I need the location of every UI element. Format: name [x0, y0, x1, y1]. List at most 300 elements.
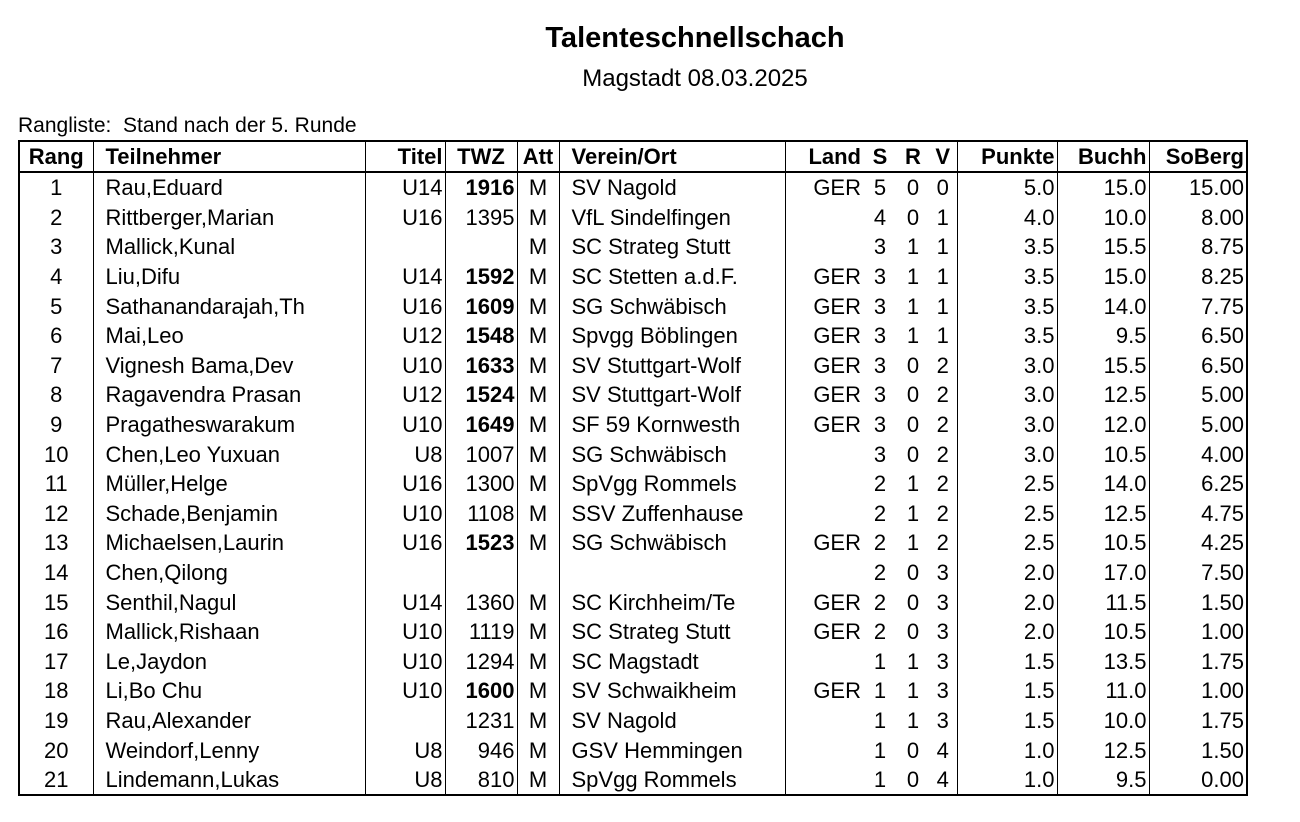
cell-name: Pragatheswarakum	[93, 410, 365, 440]
cell-v: 2	[936, 352, 949, 378]
cell-buchh: 12.5	[1057, 499, 1149, 529]
cell-buchh: 13.5	[1057, 647, 1149, 677]
cell-s: 3	[873, 412, 887, 438]
cell-verein: SG Schwäbisch	[559, 439, 785, 469]
column-header-r: R	[897, 141, 929, 172]
cell-s: 2	[873, 471, 887, 497]
cell-punkte: 2.0	[957, 587, 1057, 617]
cell-s: 5	[873, 175, 887, 201]
cell-verein: SV Stuttgart-Wolf	[559, 380, 785, 410]
cell-r: 1	[906, 707, 920, 733]
cell-name: Liu,Difu	[93, 262, 365, 292]
cell-titel: U16	[365, 469, 445, 499]
column-header-v: V	[929, 141, 957, 172]
cell-soberg: 1.00	[1149, 617, 1247, 647]
cell-rang: 10	[44, 441, 69, 467]
cell-v: 2	[936, 382, 949, 408]
cell-punkte: 3.0	[957, 410, 1057, 440]
cell-s: 2	[873, 560, 887, 586]
cell-punkte: 4.0	[957, 203, 1057, 233]
cell-land	[785, 706, 863, 736]
cell-soberg: 6.50	[1149, 321, 1247, 351]
cell-verein: Spvgg Böblingen	[559, 321, 785, 351]
cell-name: Rau,Eduard	[93, 172, 365, 203]
cell-r: 0	[906, 204, 920, 230]
cell-name: Li,Bo Chu	[93, 676, 365, 706]
cell-buchh: 14.0	[1057, 469, 1149, 499]
cell-soberg: 1.00	[1149, 676, 1247, 706]
cell-rang: 18	[44, 678, 69, 704]
cell-soberg: 4.25	[1149, 528, 1247, 558]
cell-s: 3	[873, 234, 887, 260]
cell-verein: SF 59 Kornwesth	[559, 410, 785, 440]
column-header-land: Land	[785, 141, 863, 172]
cell-v: 3	[936, 648, 949, 674]
cell-punkte: 1.0	[957, 765, 1057, 796]
cell-titel: U10	[365, 617, 445, 647]
cell-att: M	[517, 380, 559, 410]
cell-rang: 21	[44, 767, 69, 793]
cell-punkte: 1.0	[957, 735, 1057, 765]
cell-v: 1	[936, 234, 949, 260]
cell-buchh: 15.0	[1057, 262, 1149, 292]
cell-rang: 15	[44, 589, 69, 615]
cell-att: M	[517, 499, 559, 529]
column-header-buchh: Buchh	[1057, 141, 1149, 172]
table-row	[19, 232, 1247, 262]
cell-v: 4	[936, 737, 949, 763]
cell-buchh: 10.0	[1057, 706, 1149, 736]
cell-att: M	[517, 321, 559, 351]
cell-v: 1	[936, 323, 949, 349]
cell-twz: 1119	[445, 617, 517, 647]
cell-v: 4	[936, 767, 949, 793]
cell-soberg: 8.25	[1149, 262, 1247, 292]
cell-soberg: 1.75	[1149, 706, 1247, 736]
cell-att: M	[517, 203, 559, 233]
cell-punkte: 2.5	[957, 528, 1057, 558]
cell-land: GER	[785, 321, 863, 351]
cell-rang: 3	[50, 234, 63, 260]
column-header-titel: Titel	[365, 141, 445, 172]
cell-name: Le,Jaydon	[93, 647, 365, 677]
cell-verein: GSV Hemmingen	[559, 735, 785, 765]
cell-s: 3	[873, 441, 887, 467]
cell-name: Rau,Alexander	[93, 706, 365, 736]
cell-name: Schade,Benjamin	[93, 499, 365, 529]
cell-land: GER	[785, 380, 863, 410]
cell-r: 0	[906, 767, 920, 793]
ranking-table	[18, 140, 1248, 796]
cell-v: 3	[936, 560, 949, 586]
cell-s: 1	[873, 737, 887, 763]
cell-name: Vignesh Bama,Dev	[93, 351, 365, 381]
cell-v: 1	[936, 264, 949, 290]
column-header-punkte: Punkte	[957, 141, 1057, 172]
cell-rang: 12	[44, 500, 69, 526]
cell-r: 0	[906, 589, 920, 615]
cell-s: 1	[873, 678, 887, 704]
cell-buchh: 10.5	[1057, 528, 1149, 558]
table-row	[19, 321, 1247, 351]
cell-verein: SpVgg Rommels	[559, 469, 785, 499]
column-header-rang: Rang	[19, 141, 93, 172]
cell-att: M	[517, 617, 559, 647]
cell-rang: 14	[44, 560, 69, 586]
column-header-teilnehmer: Teilnehmer	[93, 141, 365, 172]
table-row	[19, 172, 1247, 203]
cell-name: Michaelsen,Laurin	[93, 528, 365, 558]
cell-att: M	[517, 647, 559, 677]
cell-soberg: 4.75	[1149, 499, 1247, 529]
cell-verein: SV Nagold	[559, 172, 785, 203]
cell-titel: U10	[365, 410, 445, 440]
cell-land	[785, 232, 863, 262]
cell-titel: U12	[365, 321, 445, 351]
cell-titel: U10	[365, 676, 445, 706]
cell-buchh: 11.5	[1057, 587, 1149, 617]
cell-titel: U8	[365, 735, 445, 765]
table-row	[19, 617, 1247, 647]
cell-soberg: 4.00	[1149, 439, 1247, 469]
cell-r: 1	[906, 234, 920, 260]
cell-land	[785, 499, 863, 529]
cell-twz: 810	[445, 765, 517, 796]
cell-s: 3	[873, 382, 887, 408]
cell-name: Weindorf,Lenny	[93, 735, 365, 765]
cell-land	[785, 203, 863, 233]
cell-name: Rittberger,Marian	[93, 203, 365, 233]
column-header-s: S	[863, 141, 897, 172]
cell-soberg: 6.25	[1149, 469, 1247, 499]
cell-punkte: 2.0	[957, 558, 1057, 588]
cell-att: M	[517, 765, 559, 796]
cell-rang: 5	[50, 293, 63, 319]
cell-punkte: 3.5	[957, 232, 1057, 262]
cell-v: 3	[936, 707, 949, 733]
cell-punkte: 2.5	[957, 469, 1057, 499]
cell-twz: 1524	[445, 380, 517, 410]
cell-verein: SpVgg Rommels	[559, 765, 785, 796]
cell-titel	[365, 232, 445, 262]
cell-soberg: 7.75	[1149, 291, 1247, 321]
table-row	[19, 203, 1247, 233]
cell-twz: 1633	[445, 351, 517, 381]
cell-att	[517, 558, 559, 588]
cell-att: M	[517, 351, 559, 381]
cell-name: Senthil,Nagul	[93, 587, 365, 617]
cell-titel	[365, 706, 445, 736]
column-header-att: Att	[517, 141, 559, 172]
cell-buchh: 15.5	[1057, 351, 1149, 381]
cell-v: 3	[936, 589, 949, 615]
cell-twz: 1300	[445, 469, 517, 499]
cell-punkte: 3.5	[957, 262, 1057, 292]
table-header-row	[19, 141, 1247, 172]
table-row	[19, 380, 1247, 410]
cell-name: Müller,Helge	[93, 469, 365, 499]
cell-soberg: 1.75	[1149, 647, 1247, 677]
cell-v: 3	[936, 678, 949, 704]
cell-soberg: 15.00	[1149, 172, 1247, 203]
cell-s: 1	[873, 707, 887, 733]
cell-s: 3	[873, 264, 887, 290]
cell-verein	[559, 558, 785, 588]
cell-twz: 946	[445, 735, 517, 765]
cell-r: 0	[906, 737, 920, 763]
cell-land: GER	[785, 587, 863, 617]
cell-soberg: 8.75	[1149, 232, 1247, 262]
cell-twz: 1916	[445, 172, 517, 203]
cell-name: Sathanandarajah,Th	[93, 291, 365, 321]
table-row	[19, 439, 1247, 469]
cell-r: 0	[906, 352, 920, 378]
cell-verein: SC Strateg Stutt	[559, 232, 785, 262]
cell-att: M	[517, 439, 559, 469]
cell-land: GER	[785, 676, 863, 706]
cell-att: M	[517, 291, 559, 321]
cell-verein: SV Stuttgart-Wolf	[559, 351, 785, 381]
cell-r: 0	[906, 619, 920, 645]
cell-v: 2	[936, 500, 949, 526]
cell-punkte: 1.5	[957, 706, 1057, 736]
cell-name: Mai,Leo	[93, 321, 365, 351]
cell-s: 1	[873, 767, 887, 793]
cell-titel: U14	[365, 587, 445, 617]
cell-r: 1	[906, 500, 920, 526]
cell-land: GER	[785, 262, 863, 292]
cell-buchh: 10.5	[1057, 439, 1149, 469]
document-title: Talenteschnellschach	[545, 22, 845, 54]
column-header-twz: TWZ	[445, 141, 517, 172]
cell-buchh: 15.0	[1057, 172, 1149, 203]
cell-twz: 1007	[445, 439, 517, 469]
cell-buchh: 12.5	[1057, 380, 1149, 410]
cell-s: 2	[873, 619, 887, 645]
cell-titel: U10	[365, 647, 445, 677]
cell-verein: SC Magstadt	[559, 647, 785, 677]
table-row	[19, 587, 1247, 617]
table-row	[19, 735, 1247, 765]
cell-twz: 1592	[445, 262, 517, 292]
cell-buchh: 17.0	[1057, 558, 1149, 588]
cell-r: 1	[906, 471, 920, 497]
cell-buchh: 14.0	[1057, 291, 1149, 321]
cell-rang: 13	[44, 530, 69, 556]
cell-r: 1	[906, 530, 920, 556]
cell-s: 2	[873, 500, 887, 526]
cell-punkte: 3.0	[957, 380, 1057, 410]
cell-land	[785, 469, 863, 499]
cell-twz: 1395	[445, 203, 517, 233]
cell-att: M	[517, 469, 559, 499]
cell-s: 2	[873, 589, 887, 615]
cell-rang: 16	[44, 619, 69, 645]
cell-r: 1	[906, 648, 920, 674]
cell-punkte: 3.5	[957, 291, 1057, 321]
cell-punkte: 5.0	[957, 172, 1057, 203]
cell-rang: 17	[44, 648, 69, 674]
cell-punkte: 3.0	[957, 351, 1057, 381]
cell-att: M	[517, 676, 559, 706]
cell-punkte: 2.5	[957, 499, 1057, 529]
cell-verein: SV Nagold	[559, 706, 785, 736]
cell-land: GER	[785, 172, 863, 203]
cell-titel: U10	[365, 499, 445, 529]
cell-buchh: 12.5	[1057, 735, 1149, 765]
cell-punkte: 3.0	[957, 439, 1057, 469]
cell-name: Lindemann,Lukas	[93, 765, 365, 796]
column-header-verein: Verein/Ort	[559, 141, 785, 172]
cell-twz	[445, 558, 517, 588]
cell-verein: SC Kirchheim/Te	[559, 587, 785, 617]
cell-rang: 20	[44, 737, 69, 763]
cell-punkte: 1.5	[957, 647, 1057, 677]
cell-titel: U16	[365, 291, 445, 321]
table-row	[19, 647, 1247, 677]
cell-name: Ragavendra Prasan	[93, 380, 365, 410]
table-row	[19, 528, 1247, 558]
cell-verein: VfL Sindelfingen	[559, 203, 785, 233]
cell-rang: 9	[50, 412, 63, 438]
cell-verein: SG Schwäbisch	[559, 291, 785, 321]
cell-s: 4	[873, 204, 887, 230]
cell-buchh: 12.0	[1057, 410, 1149, 440]
cell-verein: SC Stetten a.d.F.	[559, 262, 785, 292]
cell-rang: 2	[50, 204, 63, 230]
cell-att: M	[517, 706, 559, 736]
cell-twz	[445, 232, 517, 262]
cell-r: 1	[906, 264, 920, 290]
cell-name: Mallick,Rishaan	[93, 617, 365, 647]
document-subtitle: Magstadt 08.03.2025	[582, 65, 808, 92]
cell-soberg: 5.00	[1149, 410, 1247, 440]
cell-titel: U8	[365, 765, 445, 796]
cell-twz: 1523	[445, 528, 517, 558]
cell-twz: 1600	[445, 676, 517, 706]
cell-v: 0	[936, 175, 949, 201]
cell-land: GER	[785, 528, 863, 558]
cell-land	[785, 765, 863, 796]
cell-verein: SG Schwäbisch	[559, 528, 785, 558]
cell-titel: U14	[365, 262, 445, 292]
standings-status: Rangliste: Stand nach der 5. Runde	[18, 114, 357, 137]
cell-titel: U16	[365, 203, 445, 233]
cell-r: 0	[906, 560, 920, 586]
cell-rang: 6	[50, 323, 63, 349]
cell-soberg: 5.00	[1149, 380, 1247, 410]
table-row	[19, 291, 1247, 321]
cell-soberg: 1.50	[1149, 587, 1247, 617]
cell-buchh: 9.5	[1057, 321, 1149, 351]
cell-twz: 1360	[445, 587, 517, 617]
table-row	[19, 676, 1247, 706]
cell-verein: SV Schwaikheim	[559, 676, 785, 706]
cell-twz: 1548	[445, 321, 517, 351]
cell-rang: 4	[50, 264, 63, 290]
cell-land: GER	[785, 617, 863, 647]
cell-r: 0	[906, 412, 920, 438]
cell-name: Chen,Leo Yuxuan	[93, 439, 365, 469]
cell-r: 1	[906, 323, 920, 349]
cell-r: 0	[906, 382, 920, 408]
cell-twz: 1649	[445, 410, 517, 440]
cell-titel: U8	[365, 439, 445, 469]
cell-att: M	[517, 587, 559, 617]
table-row	[19, 558, 1247, 588]
cell-soberg: 7.50	[1149, 558, 1247, 588]
cell-att: M	[517, 232, 559, 262]
cell-punkte: 2.0	[957, 617, 1057, 647]
cell-soberg: 1.50	[1149, 735, 1247, 765]
cell-soberg: 6.50	[1149, 351, 1247, 381]
cell-punkte: 1.5	[957, 676, 1057, 706]
ranking-table-body	[19, 172, 1247, 795]
cell-rang: 19	[44, 707, 69, 733]
cell-verein: SC Strateg Stutt	[559, 617, 785, 647]
cell-rang: 11	[44, 471, 68, 497]
cell-v: 3	[936, 619, 949, 645]
cell-soberg: 8.00	[1149, 203, 1247, 233]
cell-verein: SSV Zuffenhause	[559, 499, 785, 529]
cell-buchh: 10.0	[1057, 203, 1149, 233]
cell-titel: U16	[365, 528, 445, 558]
cell-v: 2	[936, 471, 949, 497]
cell-land: GER	[785, 410, 863, 440]
cell-rang: 8	[50, 382, 63, 408]
cell-buchh: 10.5	[1057, 617, 1149, 647]
cell-rang: 1	[50, 175, 63, 201]
cell-punkte: 3.5	[957, 321, 1057, 351]
column-header-soberg: SoBerg	[1149, 141, 1247, 172]
table-row	[19, 262, 1247, 292]
table-row	[19, 765, 1247, 796]
cell-name: Mallick,Kunal	[93, 232, 365, 262]
cell-s: 3	[873, 323, 887, 349]
cell-buchh: 11.0	[1057, 676, 1149, 706]
cell-r: 1	[906, 678, 920, 704]
cell-att: M	[517, 262, 559, 292]
cell-land: GER	[785, 351, 863, 381]
cell-twz: 1108	[445, 499, 517, 529]
cell-s: 3	[873, 293, 887, 319]
cell-titel: U12	[365, 380, 445, 410]
cell-v: 2	[936, 412, 949, 438]
table-row	[19, 706, 1247, 736]
cell-land	[785, 735, 863, 765]
cell-buchh: 15.5	[1057, 232, 1149, 262]
cell-v: 1	[936, 293, 949, 319]
cell-v: 2	[936, 530, 949, 556]
cell-land: GER	[785, 291, 863, 321]
cell-s: 1	[873, 648, 887, 674]
cell-twz: 1294	[445, 647, 517, 677]
cell-titel	[365, 558, 445, 588]
cell-twz: 1231	[445, 706, 517, 736]
cell-twz: 1609	[445, 291, 517, 321]
cell-v: 1	[936, 204, 949, 230]
cell-att: M	[517, 735, 559, 765]
cell-land	[785, 558, 863, 588]
cell-rang: 7	[50, 352, 63, 378]
cell-att: M	[517, 172, 559, 203]
table-row	[19, 499, 1247, 529]
cell-r: 0	[906, 175, 920, 201]
table-row	[19, 469, 1247, 499]
cell-titel: U14	[365, 172, 445, 203]
cell-att: M	[517, 528, 559, 558]
cell-s: 2	[873, 530, 887, 556]
